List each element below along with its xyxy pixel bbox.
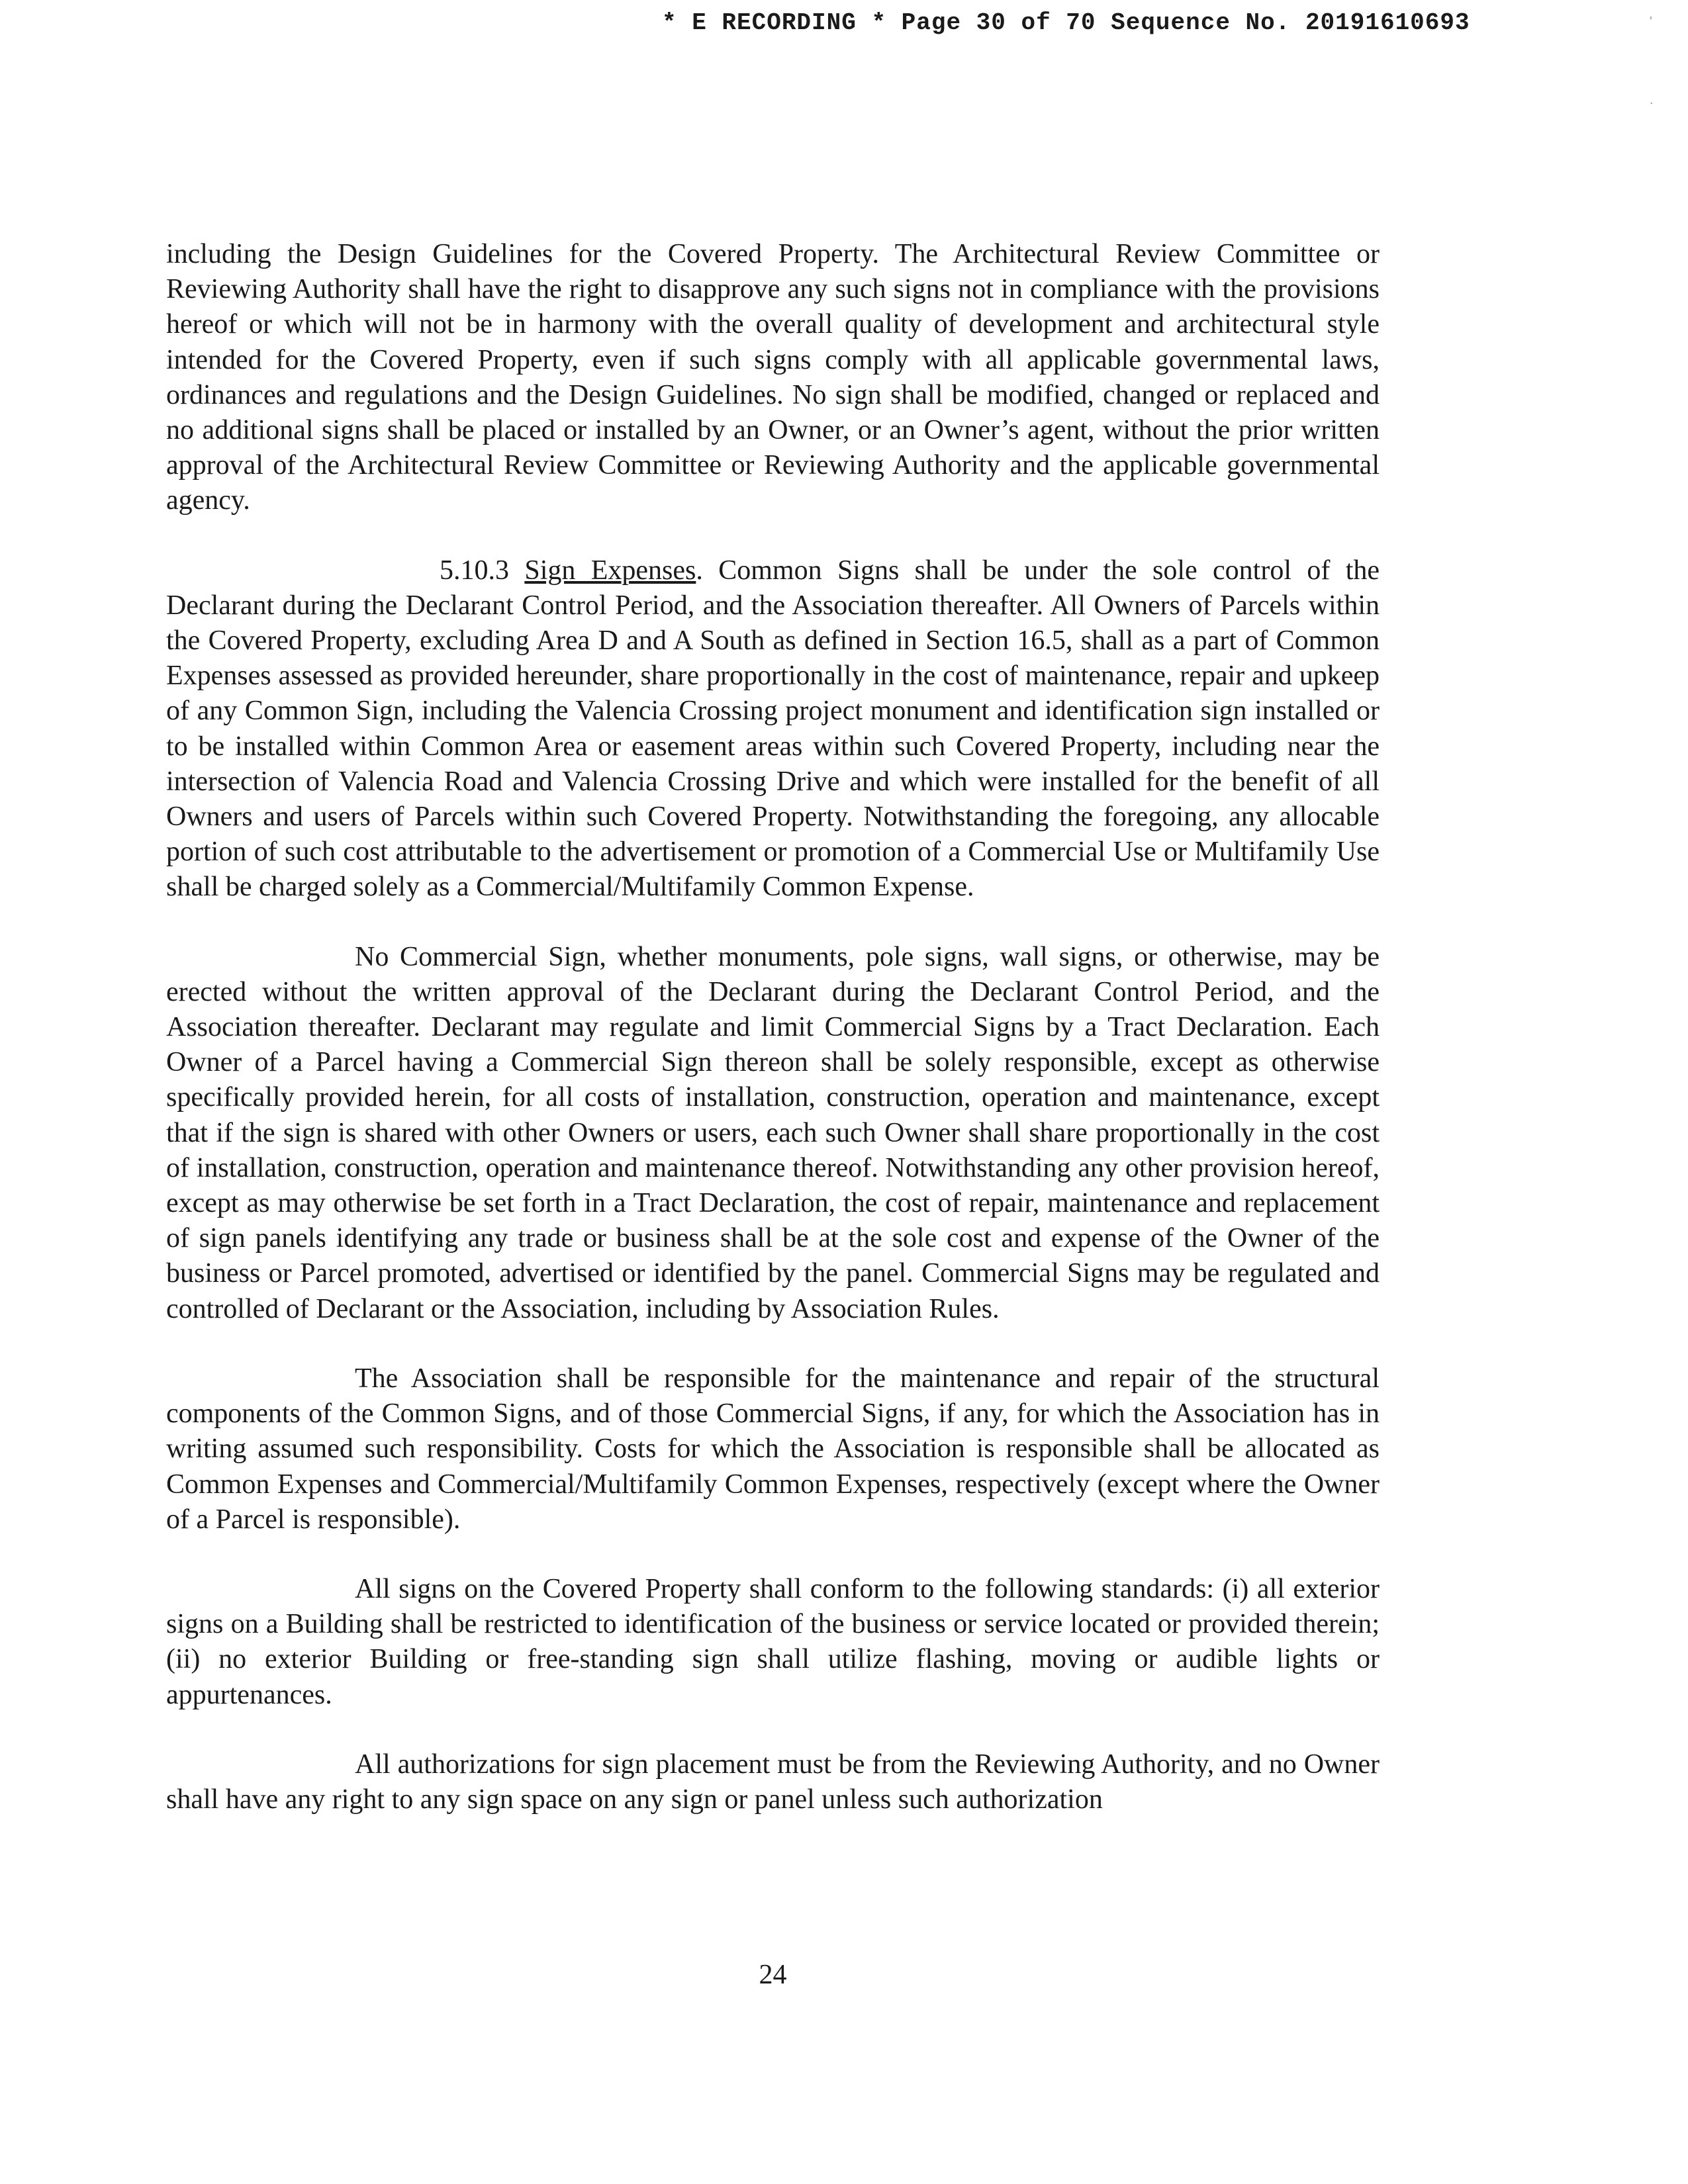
section-heading: Sign Expenses bbox=[524, 555, 696, 586]
paragraph-association-responsibility: The Association shall be responsible for the maintenance and repair of the structural components of the Common Signs, and of those Commercial Signs, if any, for which the Association has in writing assumed such responsibility. Costs for which the Association is responsible shall be allocated as Common Expenses and Commercial/Multifamily Common Expenses, respectively (except where the Owner of a Parcel is responsible). bbox=[166, 1363, 1380, 1535]
section-number: 5.10.3 bbox=[440, 555, 509, 586]
document-body bbox=[166, 237, 1380, 1852]
paragraph-sign-design-continuation: including the Design Guidelines for the Covered Property. The Architectural Review Committee or Reviewing Authority shall have the right to disapprove any such signs not in compliance with the provisions hereof or which will not be in harmony with the overall quality of development and architectural style intended for the Covered Property, even if such signs comply with all applicable governmental laws, ordinances and regulations and the Design Guidelines. No sign shall be modified, changed or replaced and no additional signs shall be placed or installed by an Owner, or an Owner’s agent, without the prior written approval of the Architectural Review Committee or Reviewing Authority and the applicable governmental agency. bbox=[166, 239, 1380, 516]
page-number: 24 bbox=[759, 1960, 787, 1990]
margin-mark: ' bbox=[1650, 15, 1652, 29]
paragraph-sign-authorizations: All authorizations for sign placement must be from the Reviewing Authority, and no Owner shall have any right to any sign space on any sign or panel unless such authorization bbox=[166, 1749, 1380, 1815]
paragraph-sign-expenses bbox=[166, 553, 1380, 905]
section-text: . Common Signs shall be under the sole control of the Declarant during the Declarant Control Period, and the Association thereafter. All Owners of Parcels within the Covered Property, excluding Area D and A South as defined in Section 16.5, shall as a part of Common Expenses assessed as provided hereunder, share proportionally in the cost of maintenance, repair and upkeep of any Common Sign, including the Valencia Crossing project monument and identification sign installed or to be installed within Common Area or easement areas within such Covered Property, including near the intersection of Valencia Road and Valencia Crossing Drive and which were installed for the benefit of all Owners and users of Parcels within such Covered Property. Notwithstanding the foregoing, any allocable portion of such cost attributable to the advertisement or promotion of a Commercial Use or Multifamily Use shall be charged solely as a Commercial/Multifamily Common Expense. bbox=[166, 555, 1380, 903]
paragraph-commercial-signs: No Commercial Sign, whether monuments, pole signs, wall signs, or otherwise, may be erected without the written approval of the Declarant during the Declarant Control Period, and the Association thereafter. Declarant may regulate and limit Commercial Signs by a Tract Declaration. Each Owner of a Parcel having a Commercial Sign thereon shall be solely responsible, except as otherwise specifically provided herein, for all costs of installation, construction, operation and maintenance, except that if the sign is shared with other Owners or users, each such Owner shall share proportionally in the cost of installation, construction, operation and maintenance thereof. Notwithstanding any other provision hereof, except as may otherwise be set forth in a Tract Declaration, the cost of repair, maintenance and replacement of sign panels identifying any trade or business shall be at the sole cost and expense of the Owner of the business or Parcel promoted, advertised or identified by the panel. Commercial Signs may be regulated and controlled of Declarant or the Association, including by Association Rules. bbox=[166, 941, 1380, 1324]
paragraph-sign-standards: All signs on the Covered Property shall conform to the following standards: (i) all exterior signs on a Building shall be restricted to identification of the business or service located or provided therein; (ii) no exterior Building or free-standing sign shall utilize flashing, moving or audible lights or appurtenances. bbox=[166, 1573, 1380, 1710]
margin-mark: . bbox=[1650, 93, 1654, 107]
recording-header: * E RECORDING * Page 30 of 70 Sequence No. 20191610693 bbox=[662, 9, 1470, 36]
